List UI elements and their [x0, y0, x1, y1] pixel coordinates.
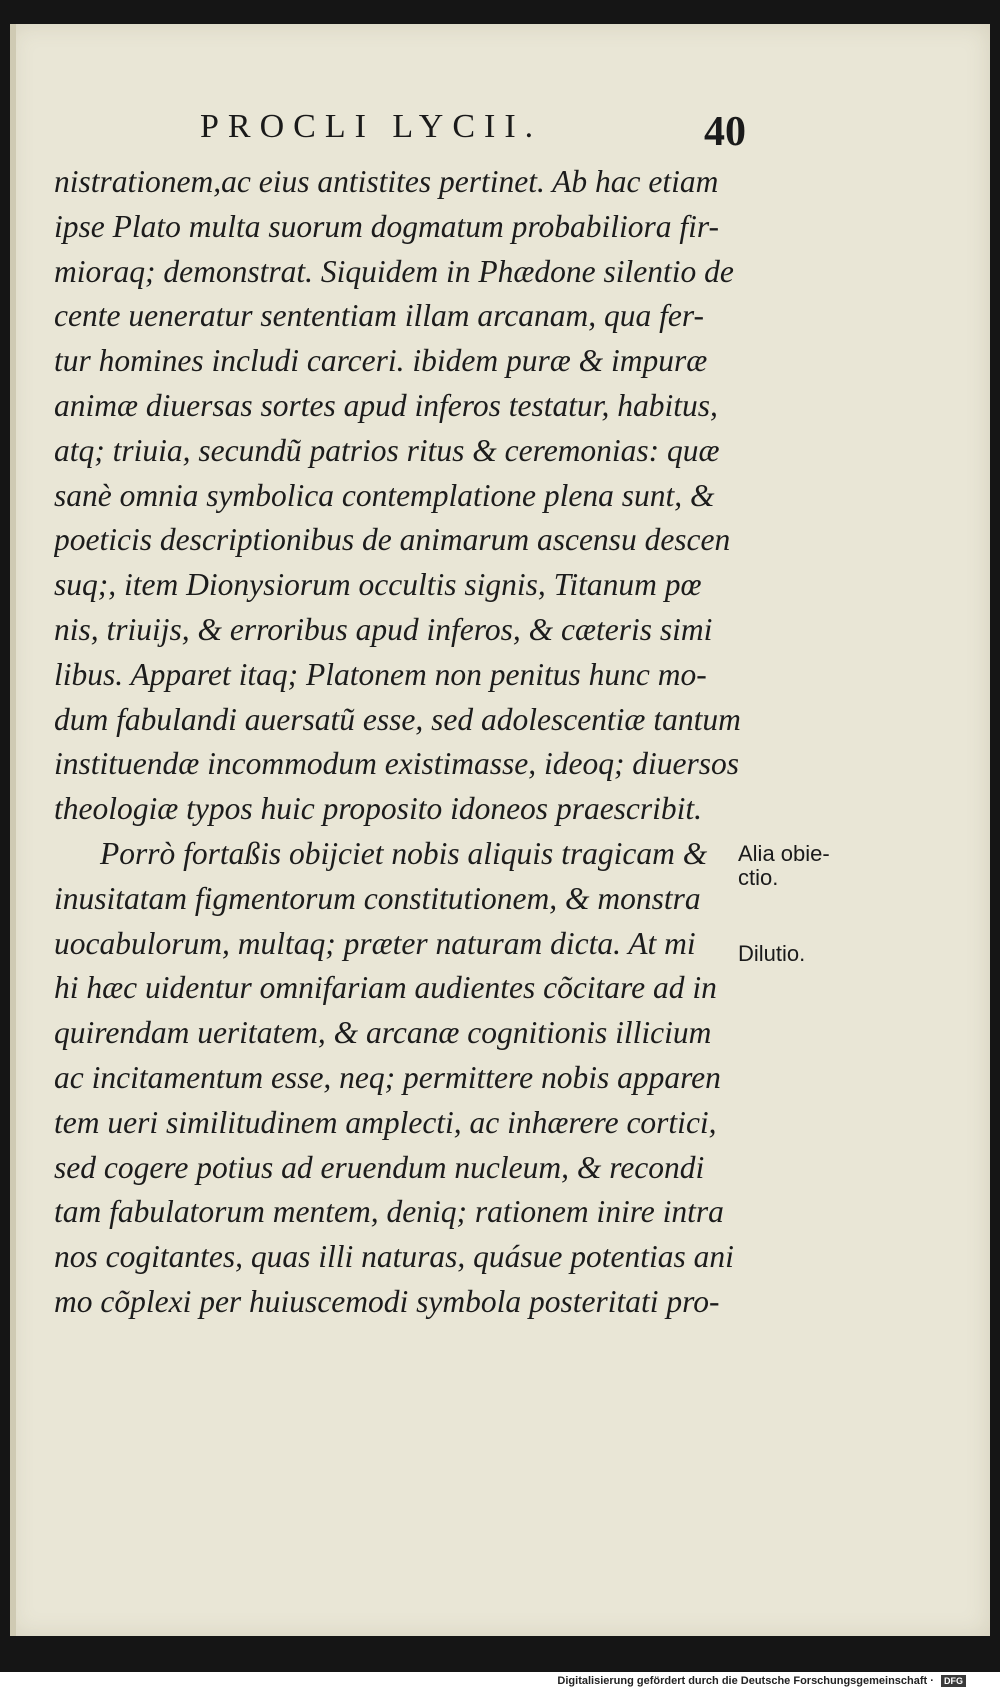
text-line: sanè omnia symbolica contemplatione plena sunt, & [54, 477, 715, 513]
text-line: nis, triuijs, & erroribus apud inferos, & cæteris simi [54, 611, 713, 647]
text-line: poeticis descriptionibus de animarum ascensu descen [54, 522, 731, 558]
page-edge [10, 24, 16, 1636]
dfg-logo: DFG [941, 1675, 966, 1687]
text-line: instituendæ incommodum existimasse, ideoq; diuersos [54, 746, 740, 782]
text-line: inusitatam figmentorum constitutionem, & monstra [54, 880, 701, 916]
text-line: tem ueri similitudinem amplecti, ac inhærere cortici, [54, 1104, 717, 1140]
text-line: ipse Plato multa suorum dogmatum probabiliora fir- [54, 208, 719, 244]
text-line: nistrationem,ac eius antistites pertinet. Ab hac etiam [54, 164, 719, 199]
text-line: theologiæ typos huic proposito idoneos praescribit. [54, 791, 703, 827]
text-line: uocabulorum, multaq; præter naturam dicta. At mi [54, 925, 696, 961]
text-line: sed cogere potius ad eruendum nucleum, & recondi [54, 1149, 705, 1185]
folio-number: 40 [704, 109, 746, 155]
text-line: suq;, item Dionysiorum occultis signis, Titanum pœ [54, 567, 702, 603]
credit-text: Digitalisierung gefördert durch die Deutsche Forschungsgemeinschaft · [557, 1675, 934, 1687]
margin-note-refutation: Dilutio. [738, 941, 806, 966]
text-line: tur homines includi carceri. ibidem puræ & impuræ [54, 343, 708, 379]
text-line: dum fabulandi auersatũ esse, sed adolescentiæ tantum [54, 701, 741, 737]
text-line: nos cogitantes, quas illi naturas, quásue potentias ani [54, 1239, 734, 1275]
text-line: animæ diuersas sortes apud inferos testatur, habitus, [54, 387, 718, 423]
text-line: libus. Apparet itaq; Platonem non penitus hunc mo- [54, 656, 707, 692]
body-text [54, 160, 754, 1325]
margin-note-objection: Alia obie- ctio. [738, 841, 830, 890]
text-line: ac incitamentum esse, neq; permittere nobis apparen [54, 1059, 721, 1095]
text-line: Porrò fortaßis obijciet nobis aliquis tragicam & [100, 835, 708, 871]
text-line: atq; triuia, secundũ patrios ritus & ceremonias: quæ [54, 432, 720, 468]
text-line: cente ueneratur sententiam illam arcanam, qua fer- [54, 298, 704, 334]
running-head: PROCLI LYCII. [200, 108, 543, 145]
text-line: tam fabulatorum mentem, deniq; rationem inire intra [54, 1194, 724, 1230]
text-line: hi hæc uidentur omnifariam audientes cõcitare ad in [54, 970, 717, 1006]
text-line: mioraq; demonstrat. Siquidem in Phædone silentio de [54, 253, 734, 289]
text-line: quirendam ueritatem, & arcanæ cognitionis illicium [54, 1015, 712, 1051]
digitization-credit [557, 1675, 966, 1687]
text-line: mo cõplexi per huiuscemodi symbola posteritati pro- [54, 1283, 720, 1319]
